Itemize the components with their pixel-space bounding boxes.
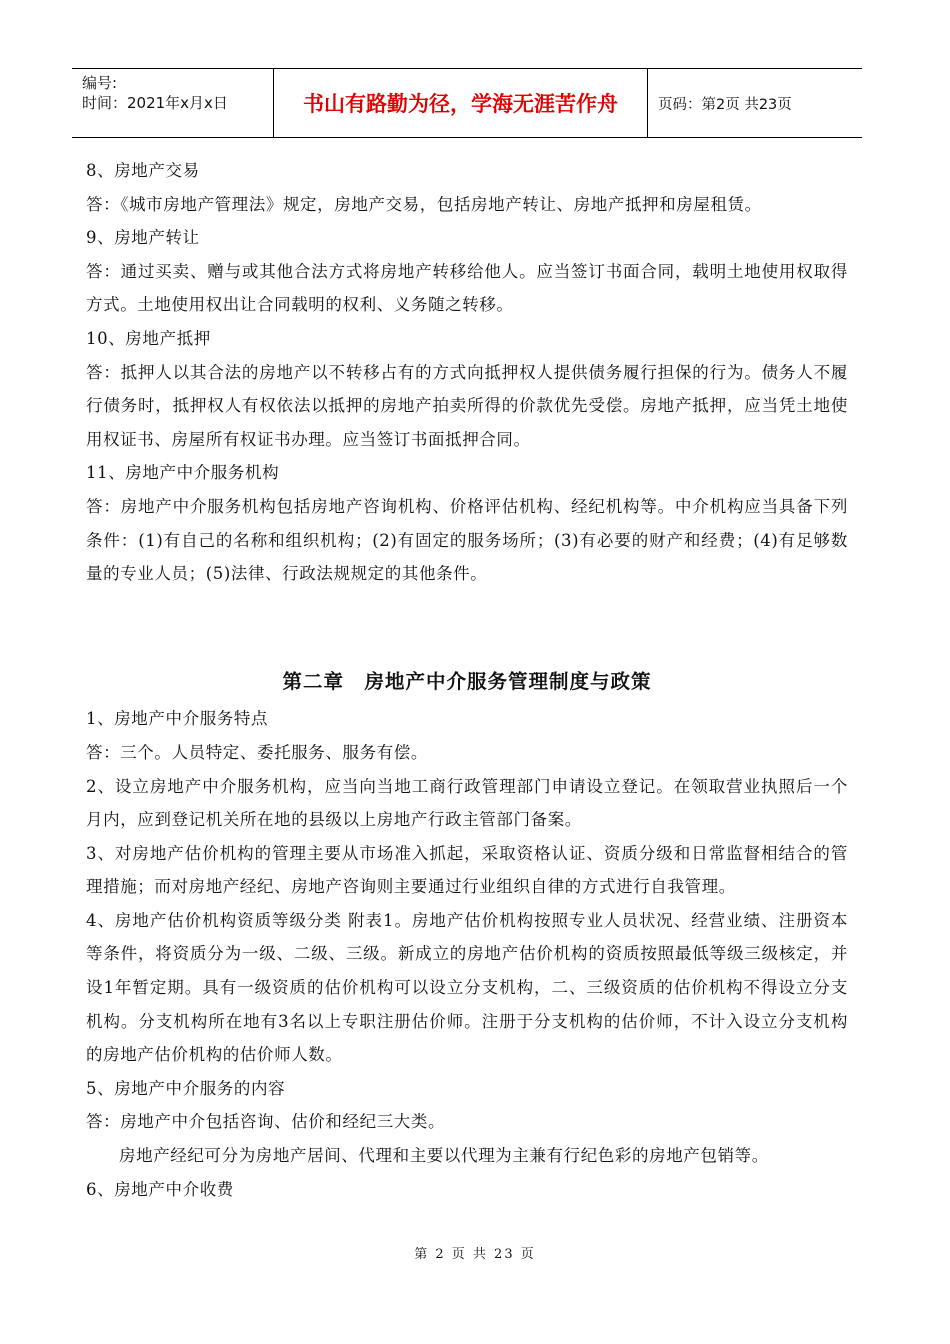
heading-item-1: 1、房地产中介服务特点: [86, 709, 269, 729]
item-paragraph-3: 3、对房地产估价机构的管理主要从市场准入抓起，采取资格认证、资质分级和日常监督相结合的管理措施；而对房地产经纪、房地产咨询则主要通过行业组织自律的方式进行自我管理。: [86, 843, 848, 897]
header-page-info: 页码：第2页 共23页: [658, 96, 792, 113]
item-paragraph-4: 4、房地产估价机构资质等级分类 附表1。房地产估价机构按照专业人员状况、经营业绩、注册资本等条件，将资质分为一级、二级、三级。新成立的房地产估价机构的资质按照最低等级三级核定，并设1年暂定期。具有一级资质的估价机构可以设立分支机构，二、三级资质的估价机构不得设立分支机构。分支机构所在地有3名以上专职注册估价师。注册于分支机构的估价师，不计入设立分支机构的房地产估价机构的估价师人数。: [86, 910, 848, 1065]
heading-item-11: 11、房地产中介服务机构: [86, 463, 280, 483]
document-number-label: 编号:: [82, 74, 118, 92]
header-meta: [72, 69, 274, 137]
document-body: [86, 154, 848, 1206]
page-footer: 第 2 页 共 23 页: [414, 1247, 536, 1262]
indented-paragraph: 房地产经纪可分为房地产居间、代理和主要以代理为主兼有行纪色彩的房地产包销等。: [119, 1146, 769, 1166]
header-motto: 书山有路勤为径，学海无涯苦作舟: [274, 69, 648, 137]
heading-item-5: 5、房地产中介服务的内容: [86, 1078, 286, 1098]
answer-paragraph: 答：抵押人以其合法的房地产以不转移占有的方式向抵押权人提供债务履行担保的行为。债务人不履行债务时，抵押权人有权依法以抵押的房地产拍卖所得的价款优先受偿。房地产抵押，应当凭土地使用权证书、房屋所有权证书办理。应当签订书面抵押合同。: [86, 362, 848, 449]
answer-paragraph: 答：房地产中介服务机构包括房地产咨询机构、价格评估机构、经纪机构等。中介机构应当具备下列条件：(1)有自己的名称和组织机构；(2)有固定的服务场所；(3)有必要的财产和经费；(4)有足够数量的专业人员；(5)法律、行政法规规定的其他条件。: [86, 496, 848, 584]
heading-item-6: 6、房地产中介收费: [86, 1179, 234, 1199]
document-time: 时间：2021年x月x日: [82, 94, 228, 112]
chapter-title: 第二章 房地产中介服务管理制度与政策: [282, 669, 652, 693]
heading-item-9: 9、房地产转让: [86, 228, 200, 248]
answer-paragraph: 答：通过买卖、赠与或其他合法方式将房地产转移给他人。应当签订书面合同，载明土地使用权取得方式。土地使用权出让合同载明的权利、义务随之转移。: [86, 261, 848, 315]
heading-item-10: 10、房地产抵押: [86, 328, 211, 348]
page-header: [72, 68, 862, 138]
answer-paragraph: 答：《城市房地产管理法》规定，房地产交易，包括房地产转让、房地产抵押和房屋租赁。: [86, 194, 762, 214]
answer-paragraph: 答：房地产中介包括咨询、估价和经纪三大类。: [86, 1112, 446, 1132]
answer-paragraph: 答：三个。人员特定、委托服务、服务有偿。: [86, 742, 428, 762]
heading-item-8: 8、房地产交易: [86, 161, 200, 180]
item-paragraph-2: 2、设立房地产中介服务机构，应当向当地工商行政管理部门申请设立登记。在领取营业执照后一个月内，应到登记机关所在地的县级以上房地产行政主管部门备案。: [86, 776, 848, 830]
